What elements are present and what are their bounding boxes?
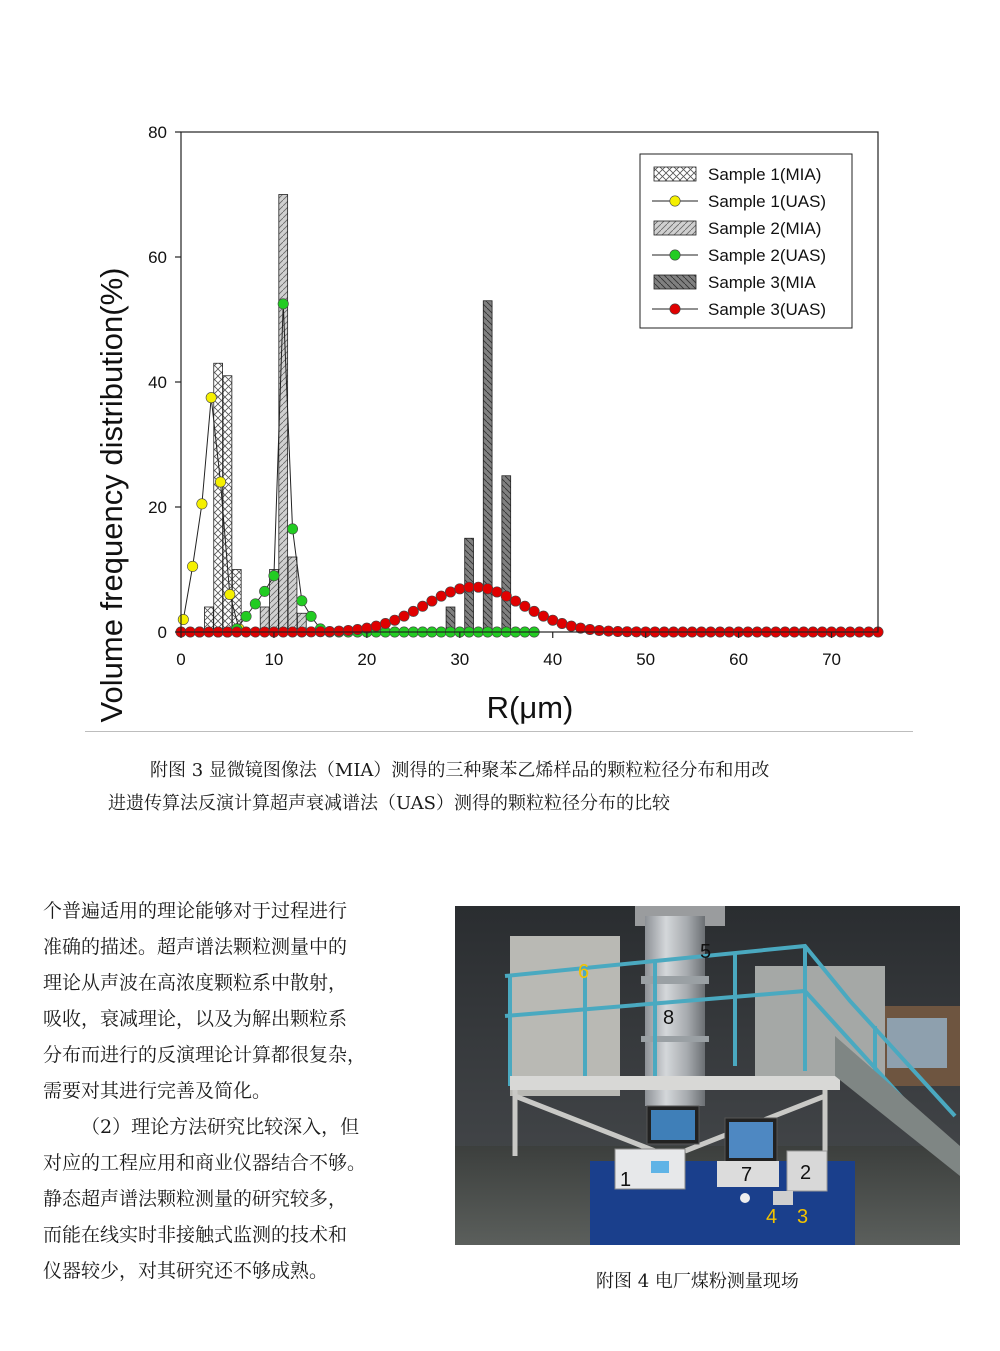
chart-bars [204,195,510,633]
body-line: 理论从声波在高浓度颗粒系中散射， [43,972,348,994]
data-point [538,611,548,621]
x-tick-label: 70 [822,650,841,669]
photo-label-4: 4 [766,1206,778,1228]
y-tick-label: 80 [148,123,167,142]
data-point [259,586,269,596]
data-point [510,596,520,606]
photo-label-6: 6 [578,961,590,983]
data-point [594,625,604,635]
body-line: 分布而进行的反演理论计算都很复杂， [43,1044,367,1066]
body-line: 仪器较少，对其研究还不够成熟。 [43,1260,329,1282]
data-point [297,596,307,606]
x-tick-label: 0 [176,650,186,669]
figure-4-caption: 附图 4 电厂煤粉测量现场 [596,1271,799,1292]
body-line: 吸收，衰减理论，以及为解出颗粒系 [43,1008,348,1030]
data-point [585,624,595,634]
figure-3-caption [108,754,908,820]
legend-label: Sample 2(MIA) [708,219,822,238]
data-point [225,589,235,599]
body-text [43,893,413,1289]
data-point [187,561,197,571]
photo-label-3: 3 [797,1206,809,1228]
data-point [178,614,188,624]
data-point [464,582,474,592]
x-tick-label: 40 [543,650,563,669]
bar [502,476,511,632]
data-point [427,596,437,606]
data-point [417,601,427,611]
data-point [352,624,362,634]
x-tick-label: 60 [729,650,749,669]
figure-3-caption-line-1: 附图 3 显微镜图像法（MIA）测得的三种聚苯乙烯样品的颗粒粒径分布和用改 [150,760,770,781]
x-tick-label: 50 [636,650,656,669]
figure-3-caption-line-2: 进遗传算法反演计算超声衰减谱法（UAS）测得的颗粒粒径分布的比较 [108,793,670,814]
data-point [269,571,279,581]
body-line: 而能在线实时非接触式监测的技术和 [43,1224,348,1246]
x-tick-label: 30 [450,650,470,669]
data-point [371,621,381,631]
data-point [334,626,344,636]
y-axis-label: Volume frequency distribution(%) [94,267,129,723]
data-point [306,611,316,621]
body-line: （2）理论方法研究比较深入，但 [81,1116,360,1138]
photo-label-7: 7 [741,1164,753,1186]
data-point [603,626,613,636]
data-point [390,615,400,625]
legend-swatch [654,167,696,181]
y-tick-label: 60 [148,248,167,267]
data-point [215,477,225,487]
bar [483,301,492,632]
legend-label: Sample 1(MIA) [708,165,822,184]
y-tick-label: 0 [157,623,167,642]
data-point [287,524,297,534]
legend-swatch [654,275,696,289]
y-tick-label: 40 [148,373,167,392]
data-point [473,582,483,592]
data-point [557,618,567,628]
chart-legend [640,154,852,328]
x-axis-label: R(μm) [486,690,574,725]
body-line: 对应的工程应用和商业仪器结合不够。 [43,1152,367,1174]
photo-label-1: 1 [620,1169,632,1191]
data-point [408,606,418,616]
chart-svg [85,110,915,735]
body-line: 需要对其进行完善及简化。 [43,1080,272,1102]
power-plant-scene [455,906,960,1245]
data-point [399,611,409,621]
data-point [482,584,492,594]
x-tick-label: 10 [264,650,284,669]
caption-divider [85,731,913,732]
data-point [492,587,502,597]
legend-marker [670,196,680,206]
data-point [529,606,539,616]
legend-marker [670,250,680,260]
legend-label: Sample 1(UAS) [708,192,827,211]
photo-label-2: 2 [800,1162,812,1184]
bar [288,557,297,632]
bar [279,195,288,633]
body-line: 个普遍适用的理论能够对于过程进行 [43,900,348,922]
photo-label-5: 5 [700,941,712,963]
data-point [241,611,251,621]
bar [232,570,241,633]
photo-label-8: 8 [663,1007,675,1029]
body-line: 静态超声谱法颗粒测量的研究较多， [43,1188,348,1210]
body-line: 准确的描述。超声谱法颗粒测量中的 [43,936,348,958]
data-point [250,599,260,609]
data-point [445,587,455,597]
figure-4-photo [455,906,960,1245]
data-point [380,618,390,628]
y-tick-label: 20 [148,498,167,517]
data-point [436,591,446,601]
data-point [278,299,288,309]
legend-label: Sample 3(MIA [708,273,816,292]
data-point [501,591,511,601]
legend-label: Sample 3(UAS) [708,300,827,319]
data-point [206,392,216,402]
data-point [520,601,530,611]
legend-label: Sample 2(UAS) [708,246,827,265]
data-point [566,621,576,631]
figure-3-chart [85,110,915,735]
legend-swatch [654,221,696,235]
data-point [548,615,558,625]
data-point [343,625,353,635]
bar [214,363,223,632]
data-point [197,499,207,509]
data-point [455,584,465,594]
legend-marker [670,304,680,314]
x-tick-label: 20 [357,650,377,669]
